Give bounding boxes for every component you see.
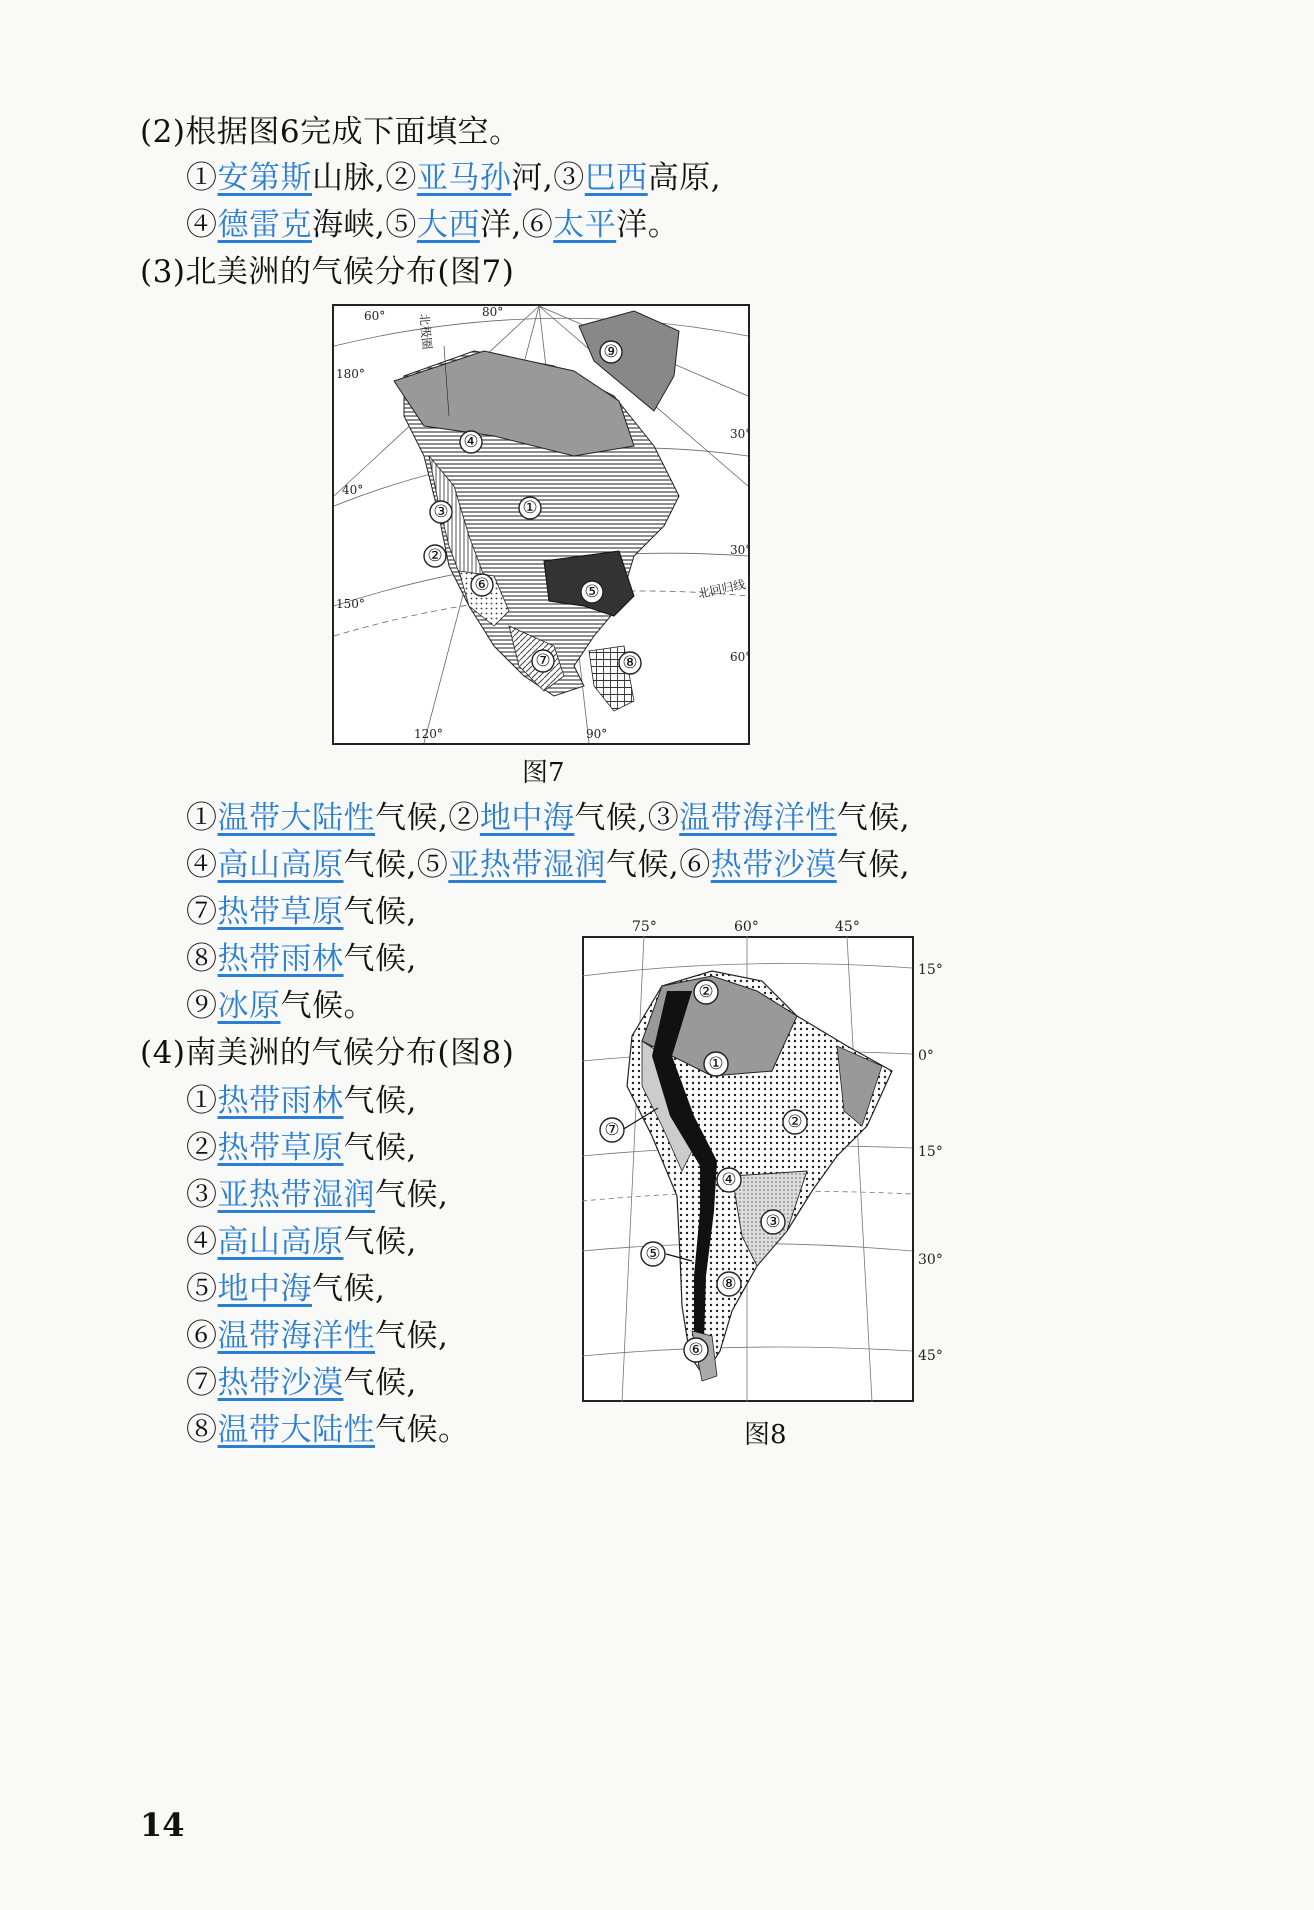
fig7-label-90: 90° bbox=[586, 727, 608, 741]
svg-text:⑨: ⑨ bbox=[603, 342, 619, 362]
answer-blank: 冰原 bbox=[217, 988, 281, 1024]
fig7-label-180: 180° bbox=[336, 367, 365, 381]
q4-line-1 bbox=[186, 1081, 417, 1121]
svg-text:④: ④ bbox=[721, 1170, 737, 1190]
svg-text:⑧: ⑧ bbox=[721, 1274, 737, 1294]
prompt-text: ① bbox=[186, 800, 218, 836]
q4-line-2 bbox=[186, 1128, 417, 1168]
fig8-marker-5 bbox=[641, 1242, 665, 1266]
fig7-label-30b: 30° bbox=[730, 543, 752, 557]
answer-blank: 安第斯 bbox=[217, 160, 312, 196]
fig7-label-60b: 60° bbox=[730, 650, 752, 664]
svg-text:⑦: ⑦ bbox=[535, 651, 551, 671]
svg-text:⑤: ⑤ bbox=[584, 582, 600, 602]
prompt-text: ⑤ bbox=[186, 1271, 218, 1307]
q3-heading: (3)北美洲的气候分布(图7) bbox=[140, 254, 515, 290]
prompt-text: 气候, bbox=[343, 1224, 417, 1260]
answer-blank: 热带沙漠 bbox=[710, 847, 837, 883]
q4-line-3 bbox=[186, 1175, 448, 1215]
answer-blank: 温带大陆性 bbox=[217, 800, 375, 836]
fig7-marker-8 bbox=[619, 652, 641, 674]
prompt-text: 气候, bbox=[375, 1177, 449, 1213]
fig8-marker-4 bbox=[717, 1168, 741, 1192]
prompt-text: 洋,⑥ bbox=[479, 207, 554, 243]
prompt-text: 山脉,② bbox=[312, 160, 417, 196]
page-number: 14 bbox=[140, 1806, 185, 1844]
fig7-marker-4 bbox=[460, 431, 482, 453]
answer-blank: 热带沙漠 bbox=[217, 1365, 344, 1401]
svg-text:⑥: ⑥ bbox=[688, 1340, 704, 1360]
answer-blank: 地中海 bbox=[479, 800, 575, 836]
prompt-text: 洋。 bbox=[616, 207, 680, 243]
prompt-text: ⑦ bbox=[186, 894, 218, 930]
svg-text:④: ④ bbox=[463, 432, 479, 452]
prompt-text: 气候, bbox=[343, 1365, 417, 1401]
figure-8-south-america-map bbox=[582, 919, 943, 1402]
fig7-marker-5 bbox=[581, 581, 603, 603]
answer-blank: 亚马孙 bbox=[416, 160, 512, 196]
fig8-label-60: 60° bbox=[734, 919, 759, 935]
answer-blank: 德雷克 bbox=[217, 207, 312, 243]
prompt-text: ⑥ bbox=[186, 1318, 218, 1354]
prompt-text: 高原, bbox=[647, 160, 722, 196]
prompt-text: ④ bbox=[186, 1224, 218, 1260]
answer-blank: 大西 bbox=[416, 207, 480, 243]
prompt-text: ⑧ bbox=[186, 1412, 218, 1448]
answer-blank: 温带海洋性 bbox=[217, 1318, 375, 1354]
fig8-label-15s: 15° bbox=[918, 1144, 943, 1160]
svg-text:①: ① bbox=[522, 498, 538, 518]
q3-line-2 bbox=[186, 845, 910, 885]
prompt-text: ① bbox=[186, 1083, 218, 1119]
q2-line-2 bbox=[186, 205, 679, 245]
q4-heading: (4)南美洲的气候分布(图8) bbox=[140, 1035, 515, 1071]
prompt-text: 气候, bbox=[343, 894, 417, 930]
answer-blank: 热带雨林 bbox=[217, 941, 344, 977]
prompt-text: 气候,⑥ bbox=[605, 847, 711, 883]
q3-line-3 bbox=[186, 892, 417, 932]
fig8-label-30: 30° bbox=[918, 1252, 943, 1268]
fig8-marker-7 bbox=[600, 1118, 624, 1142]
prompt-text: 气候。 bbox=[280, 988, 375, 1024]
fig8-label-45s: 45° bbox=[918, 1348, 943, 1364]
figure-7-north-america-map bbox=[332, 304, 750, 745]
fig7-label-arctic: 北极圈 bbox=[417, 313, 435, 351]
prompt-text: ② bbox=[186, 1130, 218, 1166]
fig8-label-45: 45° bbox=[835, 919, 860, 935]
fig7-label-120: 120° bbox=[414, 727, 443, 741]
prompt-text: 气候,⑤ bbox=[343, 847, 449, 883]
svg-text:①: ① bbox=[708, 1054, 724, 1074]
fig8-marker-6 bbox=[684, 1338, 708, 1362]
fig8-marker-2b bbox=[783, 1110, 807, 1134]
fig8-label-75: 75° bbox=[632, 919, 657, 935]
svg-text:②: ② bbox=[698, 982, 714, 1002]
q3-line-1 bbox=[186, 798, 910, 838]
prompt-text: 气候,③ bbox=[574, 800, 680, 836]
prompt-text: 气候, bbox=[836, 847, 911, 883]
q2-heading: (2)根据图6完成下面填空。 bbox=[140, 114, 521, 150]
fig8-label-0: 0° bbox=[918, 1048, 934, 1064]
answer-blank: 地中海 bbox=[217, 1271, 312, 1307]
answer-blank: 高山高原 bbox=[217, 1224, 344, 1260]
svg-text:⑦: ⑦ bbox=[604, 1120, 620, 1140]
prompt-text: 气候。 bbox=[375, 1412, 470, 1448]
fig8-marker-1 bbox=[704, 1052, 728, 1076]
q4-line-7 bbox=[186, 1363, 417, 1403]
answer-blank: 热带雨林 bbox=[217, 1083, 344, 1119]
fig8-marker-3 bbox=[761, 1210, 785, 1234]
prompt-text: ⑨ bbox=[186, 988, 218, 1024]
prompt-text: 气候, bbox=[312, 1271, 386, 1307]
prompt-text: ④ bbox=[186, 847, 218, 883]
fig7-marker-1 bbox=[519, 497, 541, 519]
prompt-text: 气候, bbox=[343, 1130, 417, 1166]
svg-text:②: ② bbox=[427, 546, 443, 566]
answer-blank: 亚热带湿润 bbox=[448, 847, 606, 883]
svg-text:③: ③ bbox=[765, 1212, 781, 1232]
q4-line-8 bbox=[186, 1410, 470, 1450]
q4-line-6 bbox=[186, 1316, 448, 1356]
fig7-label-tropic: 北回归线 bbox=[696, 577, 747, 601]
fig8-marker-2a bbox=[694, 980, 718, 1004]
fig7-marker-6 bbox=[471, 574, 493, 596]
prompt-text: 气候,② bbox=[375, 800, 480, 836]
fig7-marker-7 bbox=[532, 650, 554, 672]
fig8-label-15n: 15° bbox=[918, 962, 943, 978]
answer-blank: 亚热带湿润 bbox=[217, 1177, 375, 1213]
fig7-label-80: 80° bbox=[482, 305, 504, 319]
fig7-marker-3 bbox=[430, 501, 452, 523]
figure-7-caption: 图7 bbox=[522, 758, 565, 788]
q3-line-5 bbox=[186, 986, 375, 1026]
prompt-text: 气候, bbox=[836, 800, 911, 836]
prompt-text: ④ bbox=[186, 207, 218, 243]
answer-blank: 热带草原 bbox=[217, 1130, 344, 1166]
q3-line-4 bbox=[186, 939, 417, 979]
svg-text:⑥: ⑥ bbox=[474, 575, 490, 595]
q2-line-1 bbox=[186, 158, 721, 198]
fig7-label-150: 150° bbox=[336, 597, 365, 611]
prompt-text: ⑦ bbox=[186, 1365, 218, 1401]
prompt-text: ⑧ bbox=[186, 941, 218, 977]
fig7-marker-2 bbox=[424, 545, 446, 567]
svg-text:⑧: ⑧ bbox=[622, 653, 638, 673]
svg-text:③: ③ bbox=[433, 502, 449, 522]
svg-text:⑤: ⑤ bbox=[645, 1244, 661, 1264]
answer-blank: 温带海洋性 bbox=[679, 800, 837, 836]
prompt-text: 河,③ bbox=[511, 160, 585, 196]
figure-8-caption: 图8 bbox=[744, 1420, 787, 1450]
answer-blank: 巴西 bbox=[584, 160, 648, 196]
prompt-text: 气候, bbox=[375, 1318, 449, 1354]
answer-blank: 热带草原 bbox=[217, 894, 344, 930]
fig7-marker-9 bbox=[600, 341, 622, 363]
fig7-label-30a: 30° bbox=[730, 427, 752, 441]
q4-line-4 bbox=[186, 1222, 417, 1262]
prompt-text: 气候, bbox=[343, 1083, 417, 1119]
answer-blank: 温带大陆性 bbox=[217, 1412, 375, 1448]
prompt-text: ① bbox=[186, 160, 218, 196]
svg-text:②: ② bbox=[787, 1112, 803, 1132]
answer-blank: 太平 bbox=[553, 207, 617, 243]
fig7-label-40: 40° bbox=[342, 483, 364, 497]
prompt-text: 海峡,⑤ bbox=[312, 207, 417, 243]
prompt-text: ③ bbox=[186, 1177, 218, 1213]
q4-line-5 bbox=[186, 1269, 385, 1309]
answer-blank: 高山高原 bbox=[217, 847, 344, 883]
fig8-marker-8 bbox=[717, 1272, 741, 1296]
fig7-label-60: 60° bbox=[364, 309, 386, 323]
prompt-text: 气候, bbox=[343, 941, 417, 977]
